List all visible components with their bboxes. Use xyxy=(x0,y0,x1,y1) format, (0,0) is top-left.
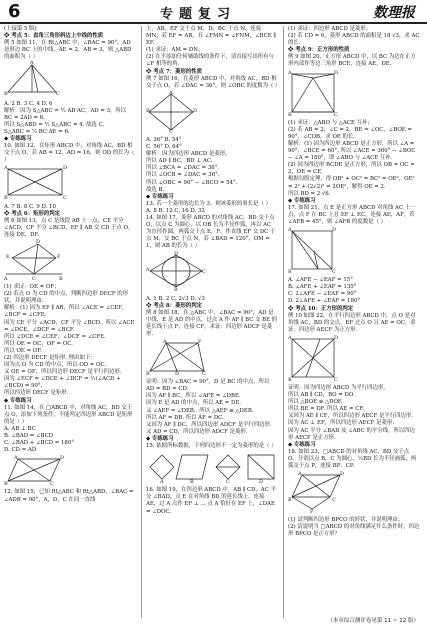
svg-text:B: B xyxy=(288,497,292,504)
practice-heading: ◆ 专练练习 xyxy=(4,397,32,404)
text-line: 因为 AF ∥ BC，所以 ∠AFE = ∠DBE. xyxy=(146,393,241,400)
text-line: D. 2∠AFE + ∠EAF = 180° xyxy=(288,298,361,305)
practice-heading: ◆ 专练练习 xyxy=(288,197,316,204)
text-line: (2) 若 AB = 2，∠C = 2，BE = ∠OC，∠BOE = 90°，∠COB，求 OE 的长. xyxy=(288,126,412,140)
text-line: 故选 B. xyxy=(146,186,165,193)
svg-text:C: C xyxy=(63,195,67,202)
text-line: 又因为 AF ∥ DC，所以四边形 ADCF 是平行四边形. xyxy=(146,421,272,428)
text-line: B. ∠AFE + ∠EAF = 135° xyxy=(288,284,357,291)
geometry-figure xyxy=(4,240,136,283)
text-line: 16. 如图 19，在四边形 ABCD 中，AB ∥ CD，AC 平分 ∠BAD，点 E 在对角线 BD 的延长线上，连接 AE，过 A 点作 EF ⊥ ... 点 A 恰好在 EF 上，∠DAE = ∠DOC. xyxy=(146,487,276,515)
text-line: 所以 S△ABD = ½ S△ABC = 4. 故选 C. xyxy=(4,121,105,128)
section-heading: ❖ 考点 5：直角三角形斜边上中线的性质 xyxy=(4,33,104,40)
text-line: 上，AB，EF 交于点 M，D，BC 于点 N，连接 MN，若 EF = AB，且 ∠FMN = ∠FNM，∠BCE ∥ EF. xyxy=(146,26,276,47)
text-line: 10. 如图 12，在矩形 ABCD 中，对角线 AC，BD 相交于点 O，若 AB = 12，AD = 16，则 OD 的长为（ ） xyxy=(4,143,135,164)
section-heading: ❖ 考点 9：正方形的性质 xyxy=(288,47,350,54)
text-line: 15. 依据所标数据，下列四边形不一定为菱形的是（ ） xyxy=(146,443,277,450)
svg-text:A: A xyxy=(163,339,167,346)
svg-text:A: A xyxy=(288,69,292,76)
geometry-figure xyxy=(4,455,136,488)
text-line: A. 36° B. 54° xyxy=(146,136,182,143)
svg-text:C: C xyxy=(226,479,230,486)
geometry-figure xyxy=(288,70,420,119)
text-line: 因为点 O 为 CD 的中点，所以 OD = OC. xyxy=(4,362,107,369)
svg-text:C: C xyxy=(50,481,54,488)
text-line: 例 8 如图 18，在 △ABC 中，∠BAC = 90°，AD 是中线，E 是 AD 的中点，过点 A 作 AF ∥ BC 交 BE 的延长线于点 F，连接 CF，求证：四边形 ADCF 是菱形. xyxy=(146,309,278,337)
text-line: 证明：因为 ∠BAC = 90°，D 是 BC 的中点，所以 AD = BD = CD. xyxy=(146,379,270,393)
text-line: D. CD = AD xyxy=(4,447,37,454)
text-line: (1) 求证：AM = DN； xyxy=(146,47,204,54)
text-line: (1) 求证：OE = OF； xyxy=(4,284,60,291)
text-line: 例 5 如图 11，在 Rt△ABC 中，∠BAC = 90°，AD 是斜边 BC 上的中线，AE = 2，AB = 3，则 △ABD 的面积为（ ） xyxy=(4,40,132,61)
practice-heading: ◆ 专练练习 xyxy=(4,136,32,143)
svg-text:B: B xyxy=(146,371,150,378)
svg-text:D: D xyxy=(340,471,345,478)
text-line: (2) 因为四边形 BCDE 是正方形，所以 OB = OC = 2，OE = CE. xyxy=(288,162,415,176)
svg-text:C: C xyxy=(334,376,338,383)
svg-text:F: F xyxy=(57,253,61,260)
svg-text:A: A xyxy=(288,227,292,234)
column-2 xyxy=(146,26,281,618)
text-line: A. ∠AFE − ∠EAF = 15° xyxy=(288,277,353,284)
svg-text:B: B xyxy=(4,195,8,202)
geometry-figure xyxy=(288,471,420,516)
svg-text:B: B xyxy=(4,481,8,488)
text-line: C. 56° D. 64° xyxy=(146,144,182,151)
page-header xyxy=(0,0,427,24)
svg-text:B: B xyxy=(190,479,194,486)
text-line: (2) 请说明当 □ABCD 的对角线满足什么条件时，四边形 BPCO 是正方形？ xyxy=(288,524,420,538)
text-line: 因为 E 是 AD 的中点，所以 AE = DE. xyxy=(146,400,241,407)
svg-text:C: C xyxy=(56,91,60,98)
text-line: 因为 ∠ECF = ∠DCE + ∠DCF = ½(∠ACD + ∠BCD) = 90°， xyxy=(4,376,121,390)
svg-text:A: A xyxy=(146,267,150,274)
svg-text:C: C xyxy=(202,269,206,276)
svg-text:B: B xyxy=(4,91,8,98)
text-line: 又因为 AE ∥ CF，所以四边形 AECF 是平行四边形. xyxy=(288,413,414,420)
svg-text:D: D xyxy=(259,479,264,486)
section-heading: ❖ 考点 7：菱形的性质 xyxy=(146,68,203,75)
svg-text:A: A xyxy=(169,89,173,96)
text-line: 所以 BD = 2 √6. xyxy=(288,190,331,197)
text-line: A. AB ⊥ BC xyxy=(4,425,36,432)
text-line: C. ∠BAD + ∠BCD = 180° xyxy=(4,440,74,447)
text-line: 所以四边形 DECF 是矩形. xyxy=(4,390,69,397)
footer-note: （本章综合测评卷见第 11 ~ 12 版） xyxy=(327,618,419,624)
svg-text:A: A xyxy=(160,479,164,486)
text-line: A. 2 B. 3 C. 4 D. 6 xyxy=(4,100,53,107)
text-line: 因为 AC ⊥ EF，所以四边形 AECF 是菱形. xyxy=(288,420,395,427)
text-line: A. 8 B. 12 C. 16 D. 32 xyxy=(146,207,205,214)
svg-text:A: A xyxy=(288,334,292,341)
svg-text:A: A xyxy=(30,60,34,67)
svg-text:D: D xyxy=(334,69,339,76)
svg-text:A: A xyxy=(298,471,302,478)
section-heading: ❖ 考点 6：矩形的判定 xyxy=(4,210,61,217)
section-heading: ❖ 考点 10：正方形的判定 xyxy=(288,305,354,312)
svg-text:B: B xyxy=(174,287,178,294)
text-line: 解析：因为四边形 ABCD 是菱形， xyxy=(146,151,231,158)
svg-text:D: D xyxy=(175,371,180,378)
text-line: 18. 如图 23，□ABCD 的对角线 AC，BD 交于点 O，分别以点 B，C 为圆心，½BD 长为半径画弧，两弧交于点 P，连接 BP，CP. xyxy=(288,448,417,470)
svg-text:D: D xyxy=(332,227,337,234)
text-line: 12. 如图 15，已知 Rt△ABC 和 Rt△ABD，∠BAC = ∠ADB = 90°，A，D，C 在同一直线 xyxy=(4,489,134,503)
geometry-figure xyxy=(146,91,278,136)
svg-text:B: B xyxy=(59,275,63,282)
text-line: 17. 如图 21，点 E 是正方形 ABCD 对角线 AC 上一点，点 F 在 BC 上且 EF ⊥ EC，连接 AE，AF，若 ∠AFB = 45°，则 ∠AFB 的度数是（ ） xyxy=(288,204,416,225)
svg-text:D: D xyxy=(334,334,339,341)
column-3 xyxy=(288,26,420,618)
svg-text:C: C xyxy=(202,371,206,378)
section-heading: ❖ 考点 8：菱形的判定 xyxy=(146,302,203,309)
svg-text:D: D xyxy=(193,107,198,114)
text-line: 13. 若一个菱形的边长为 3，则该菱形的周长是（ ） xyxy=(146,200,271,207)
text-line: 所以 AD ∥ BC，BD ⊥ AC. xyxy=(146,158,213,165)
text-line: 例 7 如图 16，在菱形 ABCD 中，对角线 AC，BD 相交于点 O，若 ∠DAC = 36°，则 ∠OBC 的度数为（ ） xyxy=(146,75,281,89)
header-title: 专题复习 xyxy=(160,7,237,22)
column-divider xyxy=(283,26,284,618)
text-line: 11. 如图 14，在 □ABCD 中，对角线 AC，BD 交于点 O，添加下列条件，不能判定四边形 ABCD 是矩形的是（ ） xyxy=(4,404,133,425)
geometry-figure xyxy=(146,251,278,294)
header-brand: 数理报 xyxy=(373,5,415,21)
practice-heading: ◆ 专练练习 xyxy=(146,435,174,442)
svg-text:A: A xyxy=(4,165,8,172)
page-number: 6 xyxy=(8,1,21,22)
svg-text:B: B xyxy=(288,111,292,118)
geometry-figure xyxy=(146,339,278,378)
geometry-figure xyxy=(288,227,420,276)
svg-text:C: C xyxy=(332,269,336,276)
text-line: 因为 AC 平分 ∠BAD 及 ∠ABC 的平分线，所以四边形 AECF 是正方形. xyxy=(288,427,416,441)
svg-text:P: P xyxy=(310,509,314,516)
practice-heading: ◆ 专练练习 xyxy=(146,193,174,200)
geometry-figure xyxy=(4,62,136,99)
svg-text:B: B xyxy=(288,376,292,383)
text-line: C. 2∠AFE − ∠EAF = 90° xyxy=(288,291,357,298)
text-line: 又 ∠AEF = ∠DEB，所以 △AEF ≌ △DEB. xyxy=(146,407,254,414)
svg-text:F: F xyxy=(198,339,202,346)
svg-text:D: D xyxy=(174,251,179,258)
text-line: 所以 ∠DCE = ∠CEF，∠DCF = ∠CFE. xyxy=(4,333,106,340)
text-line: 因为 CE 平分 ∠ACD，CF 平分 ∠BCD，所以 ∠ACE = ∠DCE，∠DCF = ∠BCF. xyxy=(4,319,135,333)
text-line: (1) 试判断四边形 BPCO 的形状，并说明理由； xyxy=(288,517,404,524)
text-line: B. ∠BAD = ∠BCD xyxy=(4,433,54,440)
svg-text:E: E xyxy=(6,253,10,260)
text-line: 所以 ∠OBC = 90° − ∠BCO = 54°. xyxy=(146,179,238,186)
text-line: 解析：(1) 因为四边形 ABCD 是正方形，所以 ∠A = 90°，∠BCE = 60°. 所以 ∠ACE = 360° − ∠BOC − ∠A = 180°，即 ∠ABO 与 ∠ACE 互补. xyxy=(288,140,416,162)
text-line: A. 1 B. 2 C. 2√3 D. √3 xyxy=(146,295,205,302)
geometry-figure xyxy=(4,165,136,202)
svg-text:A: A xyxy=(4,275,8,282)
text-line: S△ABC = ½ BC·AE = 6. xyxy=(4,128,70,135)
svg-text:A: A xyxy=(14,455,18,462)
text-line: (2) 四边形 DECF 是矩形. 理由如下： xyxy=(4,355,96,361)
text-line: 解析：(1) 因为 EF ∥ AB，所以 ∠ACE = ∠CEF，∠BCF = ∠CFE. xyxy=(4,305,128,319)
practice-heading: ◆ 专练练习 xyxy=(288,441,316,448)
text-line: 所以 ∠BCA = ∠DAC = 36°. xyxy=(146,165,220,172)
svg-text:D: D xyxy=(63,165,68,172)
text-line: (2) 若 CD = 6，菱形 ABCD 的面积是 18 √3，求 AC 的长. xyxy=(288,33,420,47)
text-line: 所以 ∠OCB = ∠DAC = 36°. xyxy=(146,172,220,179)
text-line: 所以 BE = DF. 所以 AE = CF. xyxy=(288,406,364,413)
text-line: (2) 在不添加任何辅助线的条件下，请直接写出所有与 ∠F 相等的角. xyxy=(146,54,274,68)
svg-text:C: C xyxy=(332,497,336,504)
text-line: 根据勾股定理，得 OB² + OC² = BC² = OE²，OE² = 2² + (2√2)² = 2OE²，解得 OE = 2. xyxy=(288,176,415,190)
text-line: (1) 求证：△ABO 与 △ACE 互补； xyxy=(288,119,373,126)
text-line: 又 AD = CD，所以四边形 ADCF 是菱形. xyxy=(146,428,248,435)
text-line: 例 10 如图 22，在平行四边形 ABCD 中，点 O 是对角线 AC，BD 的交点，EF 过点 O 且 AE = OC，求证：四边形 AECF 为正方形. xyxy=(288,312,416,333)
svg-text:C: C xyxy=(334,111,338,118)
svg-text:C: C xyxy=(32,275,36,282)
geometry-figure xyxy=(146,451,278,486)
text-line: 所以 AF = DB. 所以 AF = DC. xyxy=(146,414,224,421)
svg-text:B: B xyxy=(146,107,150,114)
column-1 xyxy=(4,26,136,618)
text-line: 所以 △BOE ≌ △DOF. xyxy=(288,399,343,406)
svg-text:D: D xyxy=(60,455,65,462)
text-line: 证明：因为四边形 ABCD 为平行四边形， xyxy=(288,385,389,391)
svg-text:B: B xyxy=(288,269,292,276)
text-line: A. 7 B. 8 C. 9 D. 10 xyxy=(4,203,56,210)
text-line: 14. 如图 17，菱形 ABCD 的对角线 AC，BD 交于点 O，以点 C 为圆心，以 OB 长为半径作弧，再以 AC 为直径作圆，两弧交于点 E，F，作直线 EF 交 DC 于点 M，交 BC 于点 N，若 ∠BAD = 120°，OM = 1，则 AB 的长为（ ） xyxy=(146,214,276,250)
text-line: 所以 AB ∥ CD，BO = DO. xyxy=(288,392,355,399)
text-line: 解析：因为 S△ABC = ½ AB·AC，AD = 3，所以 BC = 2AD = 6. xyxy=(4,107,127,121)
text-line: (上接第 5 版) xyxy=(4,26,37,32)
text-line: 又 OE = OF，所以四边形 DECF 是平行四边形. xyxy=(4,369,122,376)
text-line: 所以 OE = OC，OF = OC. xyxy=(4,340,73,347)
text-line: (2) 若点 O 为 CD 的中点，判断四边形 DECF 的形状，并说明理由. xyxy=(4,291,129,305)
svg-text:D: D xyxy=(36,238,41,245)
geometry-figure xyxy=(288,335,420,384)
svg-text:C: C xyxy=(169,128,173,135)
column-divider xyxy=(141,26,142,618)
text-line: 例 6 如图 13，点 C 是线段 AB 上一点，CE 平分 ∠ACD，CF 平分 ∠BCD，EF ∥ AB 交 CD 于点 O，连接 DE，DF. xyxy=(4,217,134,238)
text-line: 所以 OE = OF. xyxy=(4,347,42,354)
text-line: 例 9 如图 20，正方形 ABCD 中，以 BC 为边在正方形内部作等边三角形 BCE，连接 AE，DE. xyxy=(288,54,416,68)
text-line: (1) 求证：四边形 ABCD 是菱形； xyxy=(288,26,372,32)
